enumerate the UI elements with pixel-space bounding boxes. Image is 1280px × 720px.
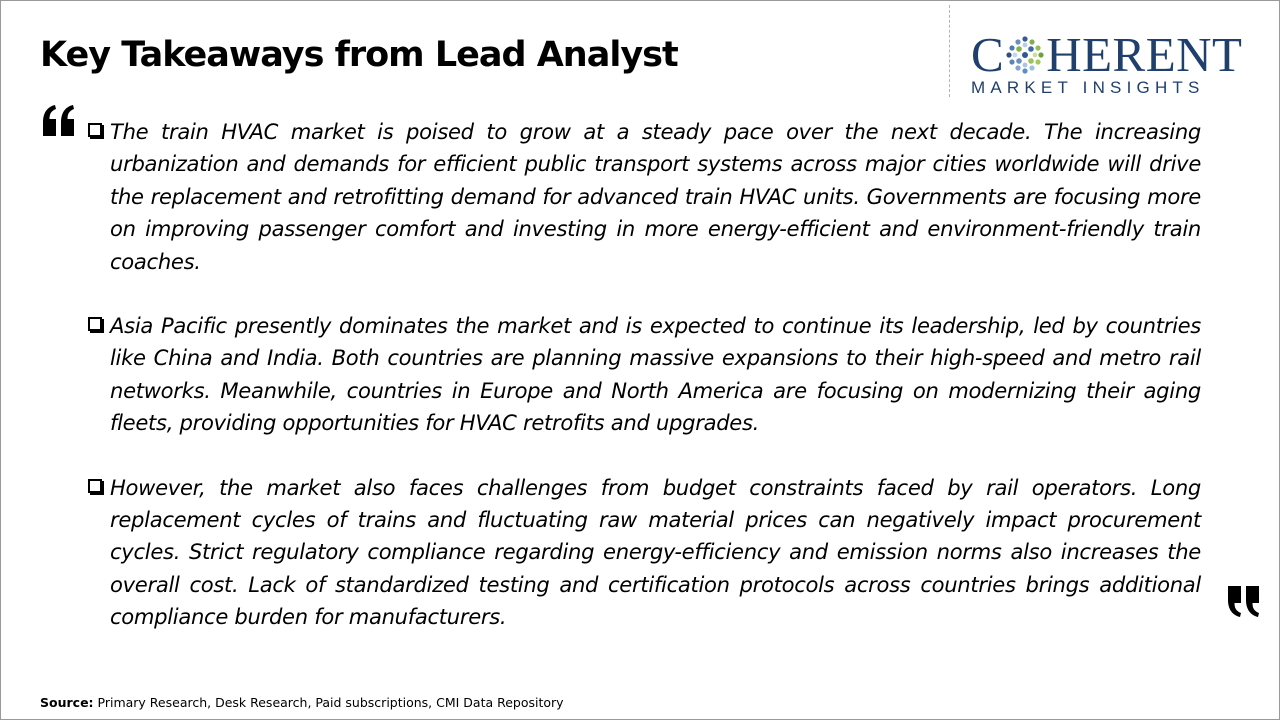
checkbox-bullet-icon (88, 123, 102, 137)
takeaways-list (86, 116, 1201, 666)
open-quote-icon (41, 104, 77, 138)
header-divider (949, 5, 950, 97)
list-item (86, 310, 1201, 440)
takeaway-text: However, the market also faces challenges from budget constraints faced by rail operators. Long replacement cycles of trains and fluctuating raw material prices can negatively impact procurement cycles. Strict regulatory compliance regarding energy-efficiency and emission norms also increases the overall cost. Lack of standardized testing and certification protocols across countries brings additional compliance burden for manufacturers. (110, 474, 1201, 630)
takeaway-text: The train HVAC market is poised to grow at a steady pace over the next decade. The increasing urbanization and demands for efficient public transport systems across major cities worldwide will drive the replacement and retrofitting demand for advanced train HVAC units. Governments are focusing more on improving passenger comfort and investing in more energy-efficient and environment-friendly train coaches. (110, 119, 1201, 274)
logo-letter-c: C (971, 27, 1005, 82)
logo-tagline: MARKET INSIGHTS (971, 78, 1205, 97)
dotted-globe-icon (1005, 35, 1045, 75)
page-title: Key Takeaways from Lead Analyst (40, 35, 678, 75)
logo-letters-herent: HERENT (1046, 27, 1243, 82)
logo-wordmark (971, 29, 1242, 81)
close-quote-icon (1225, 584, 1261, 618)
source-note (40, 695, 564, 710)
list-item (86, 116, 1201, 278)
takeaway-text: Asia Pacific presently dominates the market and is expected to continue its leadership, led by countries like China and India. Both countries are planning massive expansions to their high-speed and metro rail networks. Meanwhile, countries in Europe and North America are focusing on modernizing their aging fleets, providing opportunities for HVAC retrofits and upgrades. (110, 313, 1201, 436)
list-item (86, 472, 1201, 634)
source-text: Primary Research, Desk Research, Paid subscriptions, CMI Data Repository (93, 695, 564, 710)
source-label: Source: (40, 695, 94, 710)
checkbox-bullet-icon (88, 479, 102, 493)
company-logo (967, 27, 1267, 101)
checkbox-bullet-icon (88, 317, 102, 331)
